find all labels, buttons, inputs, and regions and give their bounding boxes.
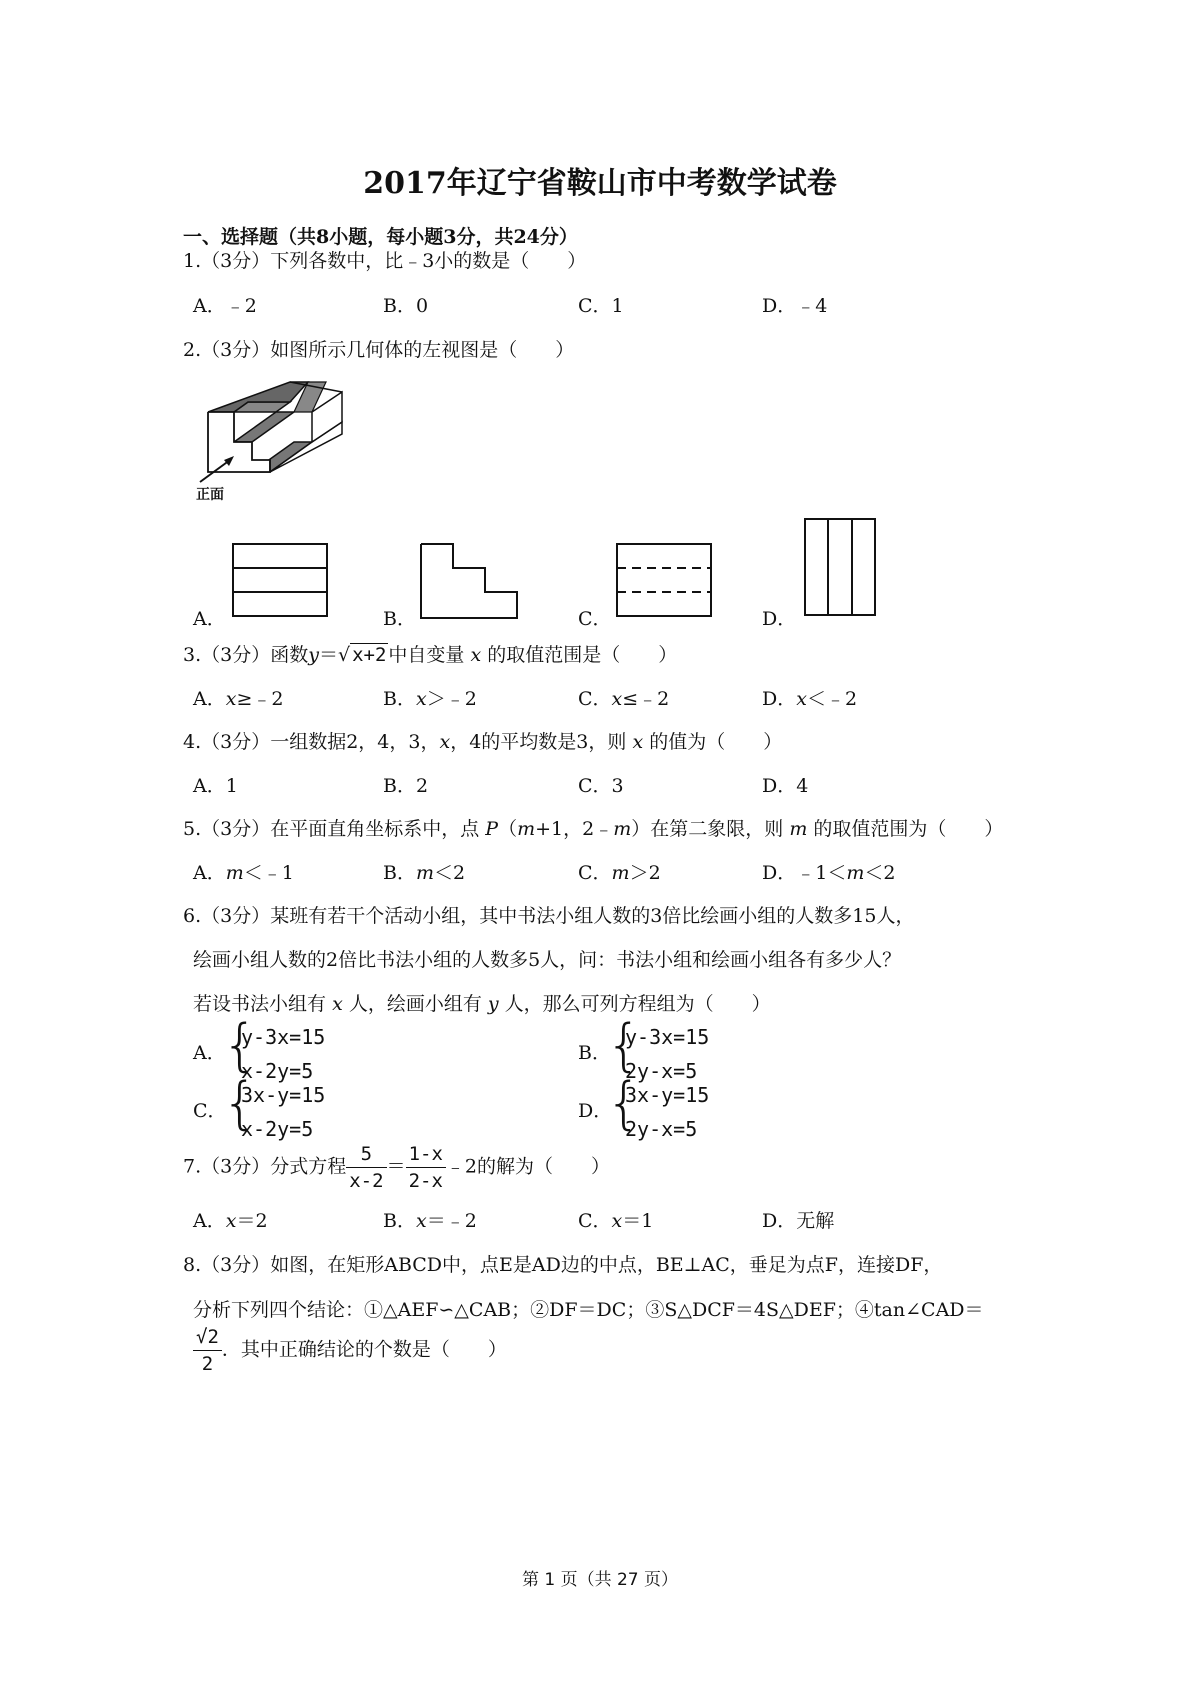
option-a-figure [232, 543, 328, 617]
brace-a: { [222, 1013, 258, 1078]
question-2-option-a: A． [193, 608, 226, 630]
sqrt-symbol: √ [337, 644, 351, 666]
question-7-option-a: A．x＝2 [193, 1210, 268, 1232]
question-4-stem: 4.（3分）一组数据2，4，3，x，4的平均数是3，则 x 的值为（ ） [183, 731, 783, 753]
section-heading: 一、选择题（共8小题，每小题3分，共24分） [183, 226, 578, 248]
brace-c: { [222, 1071, 258, 1136]
question-3-option-d: D．x＜﹣2 [762, 688, 858, 710]
question-6-line-3: 若设书法小组有 x 人，绘画小组有 y 人，那么可列方程组为（ ） [193, 993, 771, 1015]
question-6-option-c: C． [193, 1100, 227, 1122]
question-3-option-a: A．x≥﹣2 [193, 688, 284, 710]
question-8-line-3: $\frac{√2}{2}$ ．其中正确结论的个数是（ ） [193, 1324, 507, 1377]
fraction-left: $\frac{5}{x-2}$ [346, 1141, 386, 1194]
question-2-option-b: B． [383, 608, 416, 630]
question-1-option-a: A．﹣2 [193, 295, 257, 317]
question-5-option-b: B．m＜2 [383, 862, 466, 884]
system-c: 3x-y=15 x-2y=5 [241, 1083, 326, 1141]
system-b: y-3x=15 2y-x=5 [625, 1025, 710, 1083]
question-1-option-c: C．1 [578, 295, 624, 317]
option-c-figure [616, 543, 712, 617]
question-4-option-a: A．1 [193, 775, 238, 797]
question-7-option-c: C．x＝1 [578, 1210, 654, 1232]
question-2-stem: 2.（3分）如图所示几何体的左视图是（ ） [183, 339, 575, 361]
fraction-right: $\frac{1-x}{2-x}$ [406, 1141, 446, 1194]
question-7-option-b: B．x＝﹣2 [383, 1210, 477, 1232]
question-6-line-2: 绘画小组人数的2倍比书法小组的人数多5人，问：书法小组和绘画小组各有多少人？ [193, 949, 902, 971]
page-footer: 第 1 页（共 27 页） [521, 1570, 679, 1590]
question-3-stem: 3.（3分）函数y＝√ x+2 中自变量 x 的取值范围是（ ） [183, 644, 678, 666]
page-title: 2017年辽宁省鞍山市中考数学试卷 [363, 166, 837, 201]
question-6-option-a: A． [193, 1042, 226, 1064]
question-1-stem: 1.（3分）下列各数中，比﹣3小的数是（ ） [183, 250, 587, 272]
system-a: y-3x=15 x-2y=5 [241, 1025, 326, 1083]
question-2-option-c: C． [578, 608, 612, 630]
question-6-option-d: D． [578, 1100, 613, 1122]
question-5-option-a: A．m＜﹣1 [193, 862, 294, 884]
front-view-label: 正面 [196, 487, 224, 503]
question-7-option-d: D．无解 [762, 1210, 835, 1232]
question-4-option-b: B．2 [383, 775, 429, 797]
option-d-figure [804, 518, 876, 616]
system-d: 3x-y=15 2y-x=5 [625, 1083, 710, 1141]
question-5-stem: 5.（3分）在平面直角坐标系中，点 P（m+1，2﹣m）在第二象限，则 m 的取值范围为（ ） [183, 818, 1004, 840]
question-6-line-1: 6.（3分）某班有若干个活动小组，其中书法小组人数的3倍比绘画小组的人数多15人， [183, 905, 915, 927]
question-1-option-d: D．﹣4 [762, 295, 828, 317]
question-5-option-c: C．m＞2 [578, 862, 661, 884]
fraction-sqrt2-over-2: $\frac{√2}{2}$ [193, 1324, 222, 1377]
question-2-option-d: D． [762, 608, 797, 630]
question-5-option-d: D．﹣1＜m＜2 [762, 862, 896, 884]
question-7-stem: 7.（3分）分式方程 $\frac{5}{x-2}$ ＝ $\frac{1-x}{2-x}$ ﹣2的解为（ ） [183, 1143, 610, 1192]
question-4-option-c: C．3 [578, 775, 624, 797]
question-3-option-c: C．x≤﹣2 [578, 688, 670, 710]
question-8-line-1: 8.（3分）如图，在矩形ABCD中，点E是AD边的中点，BE⊥AC，垂足为点F，连接DF， [183, 1254, 943, 1276]
brace-d: { [606, 1071, 642, 1136]
brace-b: { [606, 1013, 642, 1078]
question-4-option-d: D．4 [762, 775, 809, 797]
question-6-option-b: B． [578, 1042, 611, 1064]
option-b-figure [420, 543, 518, 619]
question-1-option-b: B．0 [383, 295, 429, 317]
question-8-line-2: 分析下列四个结论：①△AEF∽△CAB；②DF＝DC；③S△DCF＝4S△DEF；④tan∠CAD＝ [193, 1299, 984, 1321]
question-3-option-b: B．x＞﹣2 [383, 688, 477, 710]
